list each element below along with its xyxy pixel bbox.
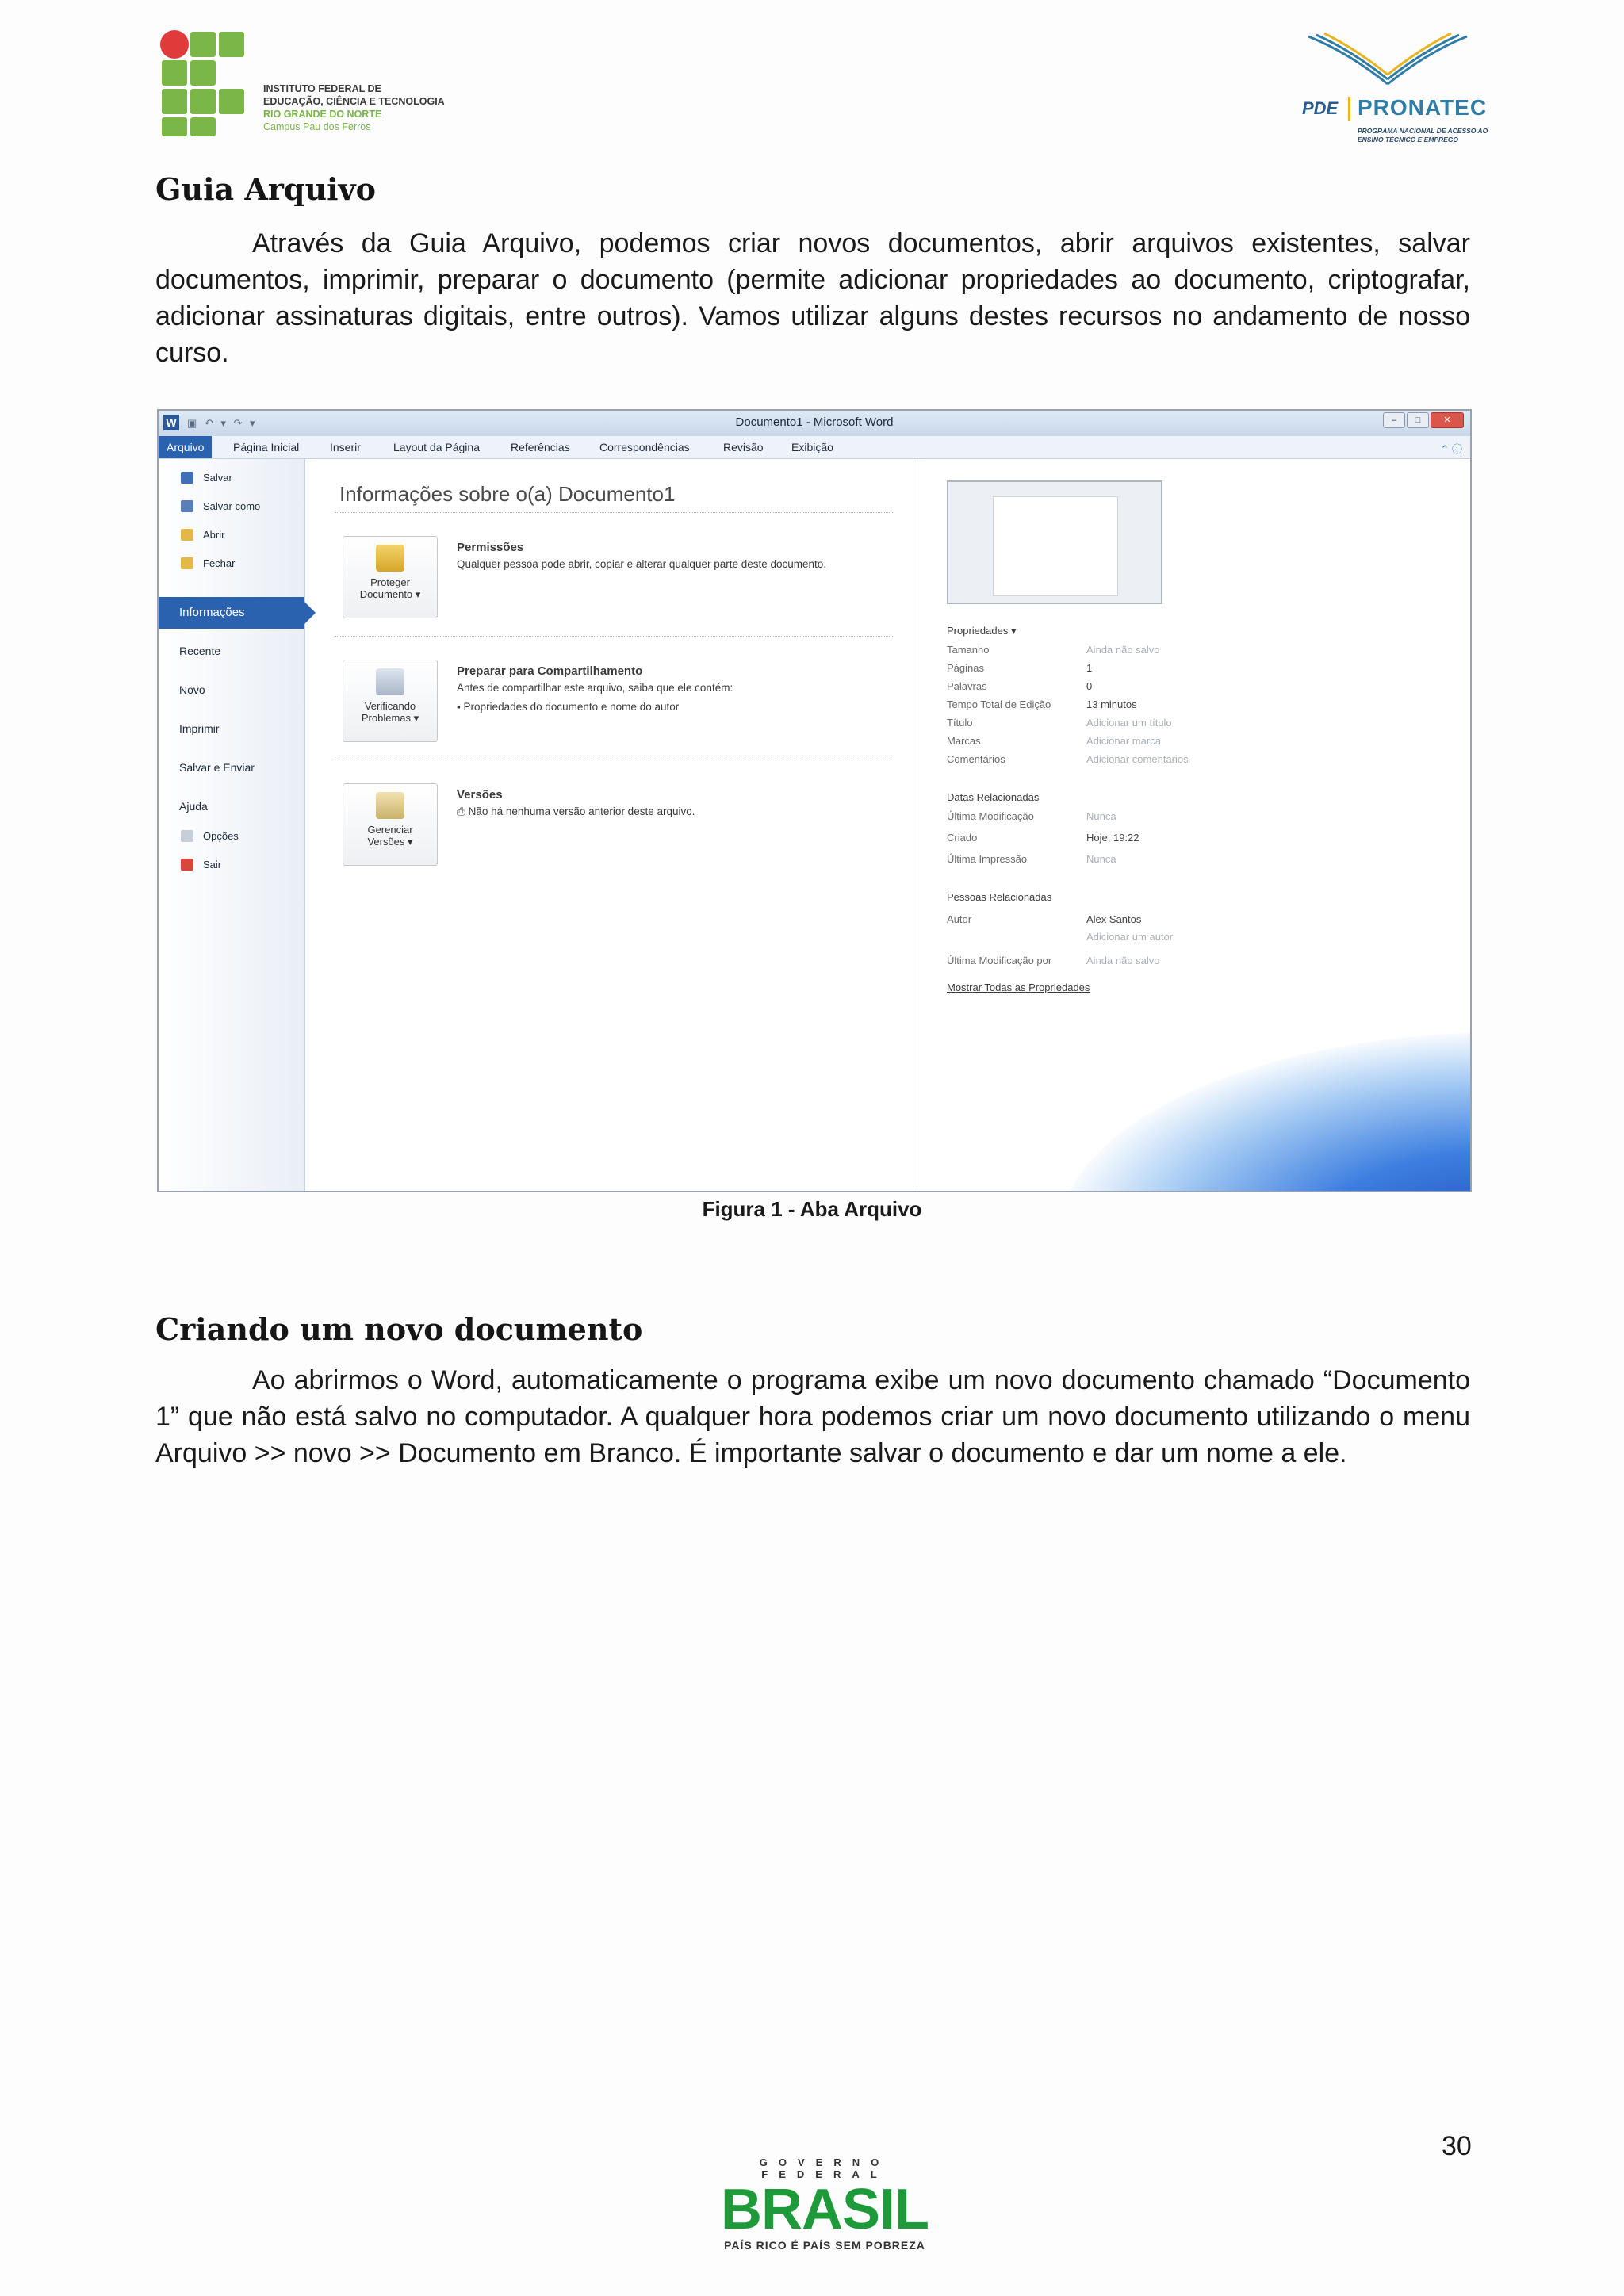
check-issues-button[interactable] <box>343 660 438 742</box>
divider <box>335 636 894 637</box>
date-label: Última Modificação <box>947 810 1034 822</box>
button-label: Proteger <box>370 576 410 588</box>
share-text: Antes de compartilhar este arquivo, saiba que ele contém: <box>457 682 733 694</box>
institute-logo <box>159 29 246 138</box>
pde-label: PDE <box>1302 98 1339 118</box>
prop-label: Comentários <box>947 753 1005 765</box>
institute-line: INSTITUTO FEDERAL DE <box>263 83 381 94</box>
options-icon <box>181 830 193 842</box>
pronatec-label: PRONATEC <box>1358 95 1488 120</box>
paragraph-text: Ao abrirmos o Word, automaticamente o programa exibe um novo documento chamado “Documento 1” que não está salvo no computador. A qualquer hora podemos criar um novo documento utilizando o menu Arquivo >> novo >> Documento em Branco. É importante salvar o documento e dar um nome a ele. <box>155 1365 1470 1468</box>
window-title: Documento1 - Microsoft Word <box>735 415 894 429</box>
share-bullet-text: Propriedades do documento e nome do autor <box>463 701 680 713</box>
minimize-icon[interactable]: – <box>1383 412 1405 428</box>
manage-versions-button[interactable] <box>343 783 438 866</box>
logo-square <box>190 89 216 114</box>
exit-icon <box>181 859 193 871</box>
date-label: Última Impressão <box>947 853 1028 865</box>
show-all-properties-link[interactable]: Mostrar Todas as Propriedades <box>947 982 1090 993</box>
versions-icon <box>376 792 404 819</box>
close-icon[interactable]: ✕ <box>1431 412 1464 428</box>
pronatec-subtitle: PROGRAMA NACIONAL DE ACESSO AO ENSINO TÉCNICO E EMPREGO <box>1358 127 1488 144</box>
button-label: Versões ▾ <box>367 836 413 848</box>
section-heading: Criando um novo documento <box>155 1311 643 1347</box>
document-thumbnail <box>947 480 1162 604</box>
section-paragraph <box>155 1362 1470 1471</box>
nav-salvar[interactable]: Salvar <box>203 472 232 484</box>
institute-line: RIO GRANDE DO NORTE <box>263 109 382 120</box>
dates-heading: Datas Relacionadas <box>947 791 1040 803</box>
prop-label: Título <box>947 717 973 729</box>
nav-ajuda[interactable]: Ajuda <box>179 800 208 813</box>
button-label: Verificando <box>364 700 416 712</box>
logo-red-dot <box>160 30 189 59</box>
author-label: Autor <box>947 913 972 925</box>
quick-access-toolbar: ▣ ↶ ▾ ↷ ▾ <box>187 417 258 429</box>
checklist-icon <box>376 668 404 695</box>
logo-square <box>219 32 244 57</box>
backstage-nav <box>159 459 305 1191</box>
prop-value-comments[interactable]: Adicionar comentários <box>1086 753 1189 765</box>
prop-value: 13 minutos <box>1086 698 1137 710</box>
versions-heading: Versões <box>457 788 503 802</box>
date-value: Nunca <box>1086 810 1116 822</box>
nav-recente[interactable]: Recente <box>179 645 221 657</box>
close-folder-icon <box>181 557 193 569</box>
properties-heading[interactable]: Propriedades ▾ <box>947 625 1017 637</box>
date-label: Criado <box>947 832 978 844</box>
word-screenshot <box>157 409 1472 1192</box>
nav-salvar-como[interactable]: Salvar como <box>203 500 261 512</box>
institute-name <box>263 82 445 133</box>
prop-value-tags[interactable]: Adicionar marca <box>1086 735 1161 747</box>
brasil-logo <box>690 2156 959 2252</box>
section-heading: Guia Arquivo <box>155 171 376 207</box>
nav-sair[interactable]: Sair <box>203 859 222 871</box>
versions-text-value: Não há nenhuma versão anterior deste arquivo. <box>468 806 695 817</box>
logo-square <box>190 117 216 136</box>
logo-square <box>162 117 187 136</box>
nav-active-label: Informações <box>179 606 245 619</box>
help-icon[interactable]: ⌃ ⓘ <box>1440 443 1462 455</box>
maximize-icon[interactable]: □ <box>1407 412 1429 428</box>
last-modified-by-value: Ainda não salvo <box>1086 955 1160 966</box>
tab-inserir[interactable]: Inserir <box>330 441 361 453</box>
share-heading: Preparar para Compartilhamento <box>457 664 643 678</box>
tab-correspondencias[interactable]: Correspondências <box>599 441 690 453</box>
versions-text: ⎙ Não há nenhuma versão anterior deste arquivo. <box>457 806 695 817</box>
nav-salvar-enviar[interactable]: Salvar e Enviar <box>179 761 255 774</box>
prop-label: Tempo Total de Edição <box>947 698 1051 710</box>
nav-opcoes[interactable]: Opções <box>203 830 239 842</box>
tab-pagina-inicial[interactable]: Página Inicial <box>233 441 300 453</box>
background-swoosh <box>1058 1032 1472 1192</box>
tab-revisao[interactable]: Revisão <box>723 441 764 453</box>
tab-referencias[interactable]: Referências <box>511 441 570 453</box>
nav-fechar[interactable]: Fechar <box>203 557 236 569</box>
info-title: Informações sobre o(a) Documento1 <box>339 482 676 506</box>
thumbnail-page <box>993 496 1118 596</box>
author-value: Alex Santos <box>1086 913 1142 925</box>
save-icon <box>181 472 193 484</box>
nav-abrir[interactable]: Abrir <box>203 529 225 541</box>
divider <box>335 512 894 513</box>
logo-square <box>162 89 187 114</box>
date-value: Nunca <box>1086 853 1116 865</box>
button-label: Gerenciar <box>367 824 413 836</box>
prop-label: Palavras <box>947 680 987 692</box>
logo-square <box>162 60 187 86</box>
permissions-heading: Permissões <box>457 541 524 554</box>
pronatec-divider <box>1348 97 1350 121</box>
section-paragraph <box>155 225 1470 371</box>
institute-line: EDUCAÇÃO, CIÊNCIA E TECNOLOGIA <box>263 96 445 107</box>
word-app-icon: W <box>163 415 179 430</box>
nav-imprimir[interactable]: Imprimir <box>179 722 220 735</box>
logo-square <box>219 89 244 114</box>
tab-arquivo[interactable]: Arquivo <box>159 436 212 458</box>
prop-label: Tamanho <box>947 644 990 656</box>
ribbon-tabs <box>159 436 1470 459</box>
prop-value: 0 <box>1086 680 1093 692</box>
nav-informacoes[interactable] <box>159 597 304 629</box>
prop-value: 1 <box>1086 662 1093 674</box>
gov-label: GOVERNO FEDERAL <box>759 2156 891 2180</box>
open-folder-icon <box>181 529 193 541</box>
date-value: Hoje, 19:22 <box>1086 832 1139 844</box>
tab-layout[interactable]: Layout da Página <box>393 441 480 453</box>
permissions-text: Qualquer pessoa pode abrir, copiar e alterar qualquer parte deste documento. <box>457 558 827 570</box>
add-author-link[interactable]: Adicionar um autor <box>1086 931 1174 943</box>
tab-exibicao[interactable]: Exibição <box>791 441 833 453</box>
window-titlebar <box>159 411 1470 436</box>
share-bullet: ▪ Propriedades do documento e nome do autor <box>457 701 680 713</box>
paragraph-text: Através da Guia Arquivo, podemos criar novos documentos, abrir arquivos existentes, salvar documentos, imprimir, preparar o documento (permite adicionar propriedades ao documento, criptografar, adicionar assinaturas digitais, entre outros). Vamos utilizar alguns destes recursos no andamento de nosso curso. <box>155 228 1470 368</box>
window-controls <box>1383 412 1464 428</box>
lock-icon <box>376 545 404 572</box>
page-number: 30 <box>1442 2131 1472 2161</box>
nav-novo[interactable]: Novo <box>179 683 205 696</box>
prop-value: Ainda não salvo <box>1086 644 1160 656</box>
figure-caption: Figura 1 - Aba Arquivo <box>702 1197 922 1221</box>
brasil-wordmark: BRASIL <box>721 2178 929 2241</box>
save-as-icon <box>181 500 193 512</box>
people-heading: Pessoas Relacionadas <box>947 891 1052 903</box>
prop-label: Marcas <box>947 735 981 747</box>
institute-campus: Campus Pau dos Ferros <box>263 121 371 132</box>
slogan: PAÍS RICO É PAÍS SEM POBREZA <box>724 2239 925 2252</box>
logo-square <box>190 32 216 57</box>
button-label: Problemas ▾ <box>361 712 419 724</box>
prop-label: Páginas <box>947 662 984 674</box>
protect-document-button[interactable] <box>343 536 438 618</box>
button-label: Documento ▾ <box>359 588 421 600</box>
logo-square <box>190 60 216 86</box>
prop-value-title[interactable]: Adicionar um título <box>1086 717 1172 729</box>
last-modified-by-label: Última Modificação por <box>947 955 1052 966</box>
